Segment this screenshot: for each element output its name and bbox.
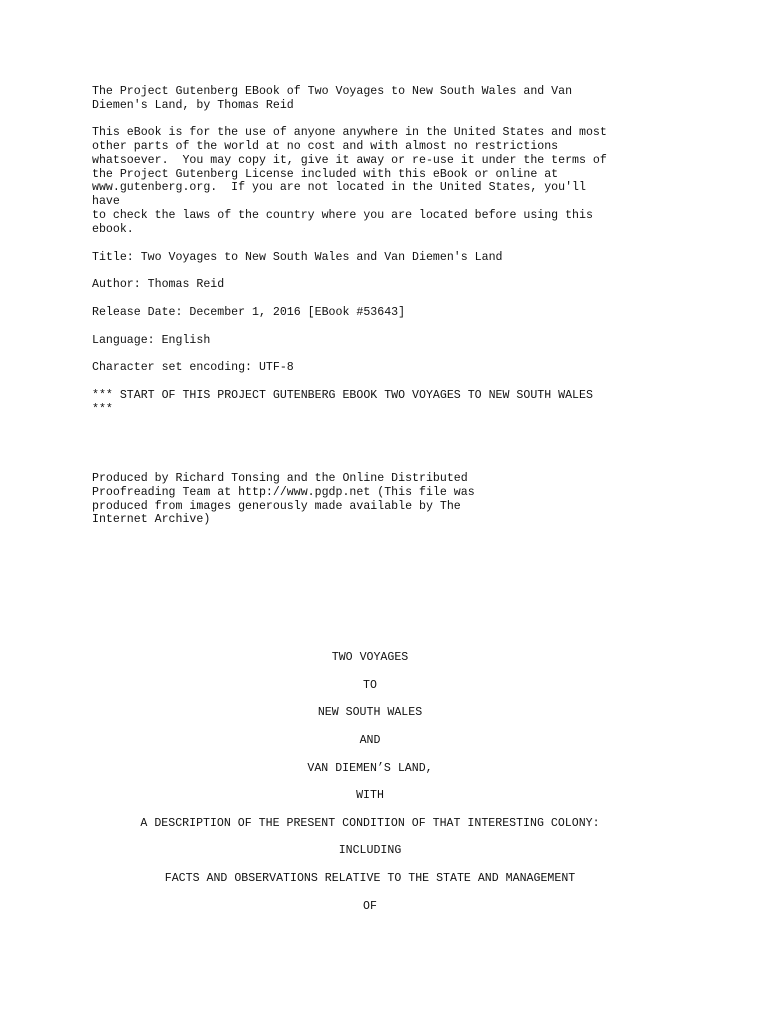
header-line-2: Diemen's Land, by Thomas Reid [92, 99, 294, 112]
license-line-8: ebook. [92, 223, 134, 236]
title-page-line-3: NEW SOUTH WALES [317, 706, 423, 719]
credits-line-1: Produced by Richard Tonsing and the Online Distributed [92, 472, 468, 485]
license-line-5: www.gutenberg.org. If you are not located in the United States, you'll [92, 181, 586, 194]
credits-line-4: Internet Archive) [92, 513, 211, 526]
header-line-1: The Project Gutenberg EBook of Two Voyages to New South Wales and Van [92, 85, 573, 98]
credits-line-3: produced from images generously made available by The [92, 500, 461, 513]
title-line: Title: Two Voyages to New South Wales and Van Diemen's Land [92, 251, 503, 264]
title-page-line-9: FACTS AND OBSERVATIONS RELATIVE TO THE STATE AND MANAGEMENT [164, 872, 576, 885]
author-line: Author: Thomas Reid [92, 278, 225, 291]
license-line-7: to check the laws of the country where you are located before using this [92, 209, 593, 222]
title-page-line-7: A DESCRIPTION OF THE PRESENT CONDITION OF THAT INTERESTING COLONY: [140, 817, 600, 830]
credits-line-2: Proofreading Team at http://www.pgdp.net (This file was [92, 486, 475, 499]
language-line: Language: English [92, 334, 211, 347]
license-line-6: have [92, 195, 120, 208]
license-line-1: This eBook is for the use of anyone anywhere in the United States and most [92, 126, 607, 139]
license-line-4: the Project Gutenberg License included with this eBook or online at [92, 168, 559, 181]
title-page-line-4: AND [359, 734, 381, 747]
start-marker-line-1: *** START OF THIS PROJECT GUTENBERG EBOOK TWO VOYAGES TO NEW SOUTH WALES [92, 389, 593, 402]
title-page-line-5: VAN DIEMEN’S LAND, [307, 762, 433, 775]
start-marker-line-2: *** [92, 403, 113, 416]
license-line-3: whatsoever. You may copy it, give it away or re-use it under the terms of [92, 154, 607, 167]
license-line-2: other parts of the world at no cost and with almost no restrictions [92, 140, 559, 153]
encoding-line: Character set encoding: UTF-8 [92, 361, 294, 374]
title-page-line-8: INCLUDING [338, 844, 402, 857]
title-page-line-6: WITH [356, 789, 384, 802]
title-page-line-2: TO [363, 679, 377, 692]
release-line: Release Date: December 1, 2016 [EBook #53643] [92, 306, 406, 319]
title-page-line-1: TWO VOYAGES [331, 651, 409, 664]
title-page-line-10: OF [363, 900, 377, 913]
